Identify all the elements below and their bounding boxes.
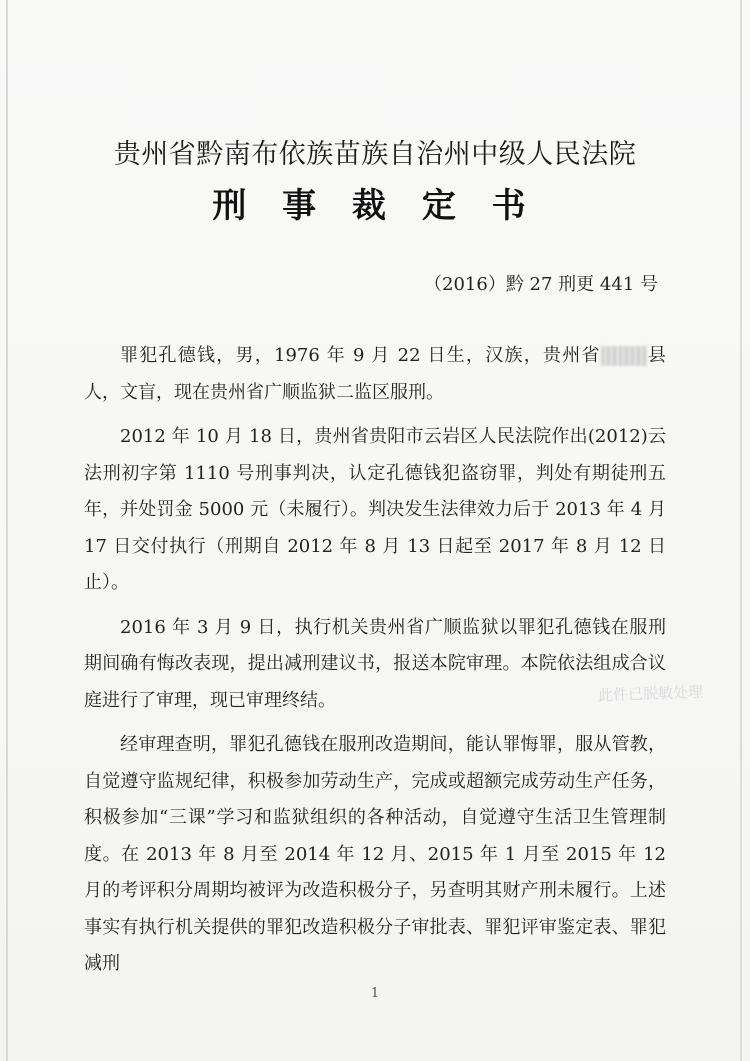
page-number: 1 [370,986,380,1001]
case-number: （2016）黔 27 刑更 441 号 [424,274,658,295]
paragraph-original-judgment: 2012 年 10 月 18 日，贵州省贵阳市云岩区人民法院作出(2012)云法刑初字第 1110 号刑事判决，认定孔德钱犯盗窃罪，判处有期徒刑五年，并处罚金 5000 元（未履行）。判决发生法律效力后于 2013 年 4 月 17 日交付执行（刑期自 2012 年 8 月 13 日起至 2017 年 8 月 12 日止）。 [84,426,666,593]
paragraph-text: 罪犯孔德钱，男，1976 年 9 月 22 日生，汉族，贵州省 [120,345,601,366]
document-body [84,338,666,983]
document-title: 刑 事 裁 定 书 [212,186,538,226]
paragraph-commutation-proposal: 2016 年 3 月 9 日，执行机关贵州省广顺监狱以罪犯孔德钱在服刑期间确有悔改表现，提出减刑建议书，报送本院审理。本院依法组成合议庭进行了审理，现已审理终结。 [84,616,666,711]
paragraph-defendant-info [84,338,666,411]
paragraph-findings: 经审理查明，罪犯孔德钱在服刑改造期间，能认罪悔罪，服从管教，自觉遵守监规纪律，积极参加劳动生产，完成或超额完成劳动生产任务，积极参加“三课”学习和监狱组织的各种活动，自觉遵守生活卫生管理制度。在 2013 年 8 月至 2014 年 12 月、2015 年 1 月至 2015 年 12 月的考评积分周期均被评为改造积极分子，另查明其财产刑未履行。上述事实有执行机关提供的罪犯改造积极分子审批表、罪犯评审鉴定表、罪犯减刑 [84,734,666,974]
court-name: 贵州省黔南布依族苗族自治州中级人民法院 [113,139,637,170]
redaction-mark [601,346,647,366]
paragraph-text: 县人，文盲，现在贵州省广顺监狱二监区服刑。 [84,345,666,403]
watermark: 此件已脱敏处理 [597,682,704,705]
